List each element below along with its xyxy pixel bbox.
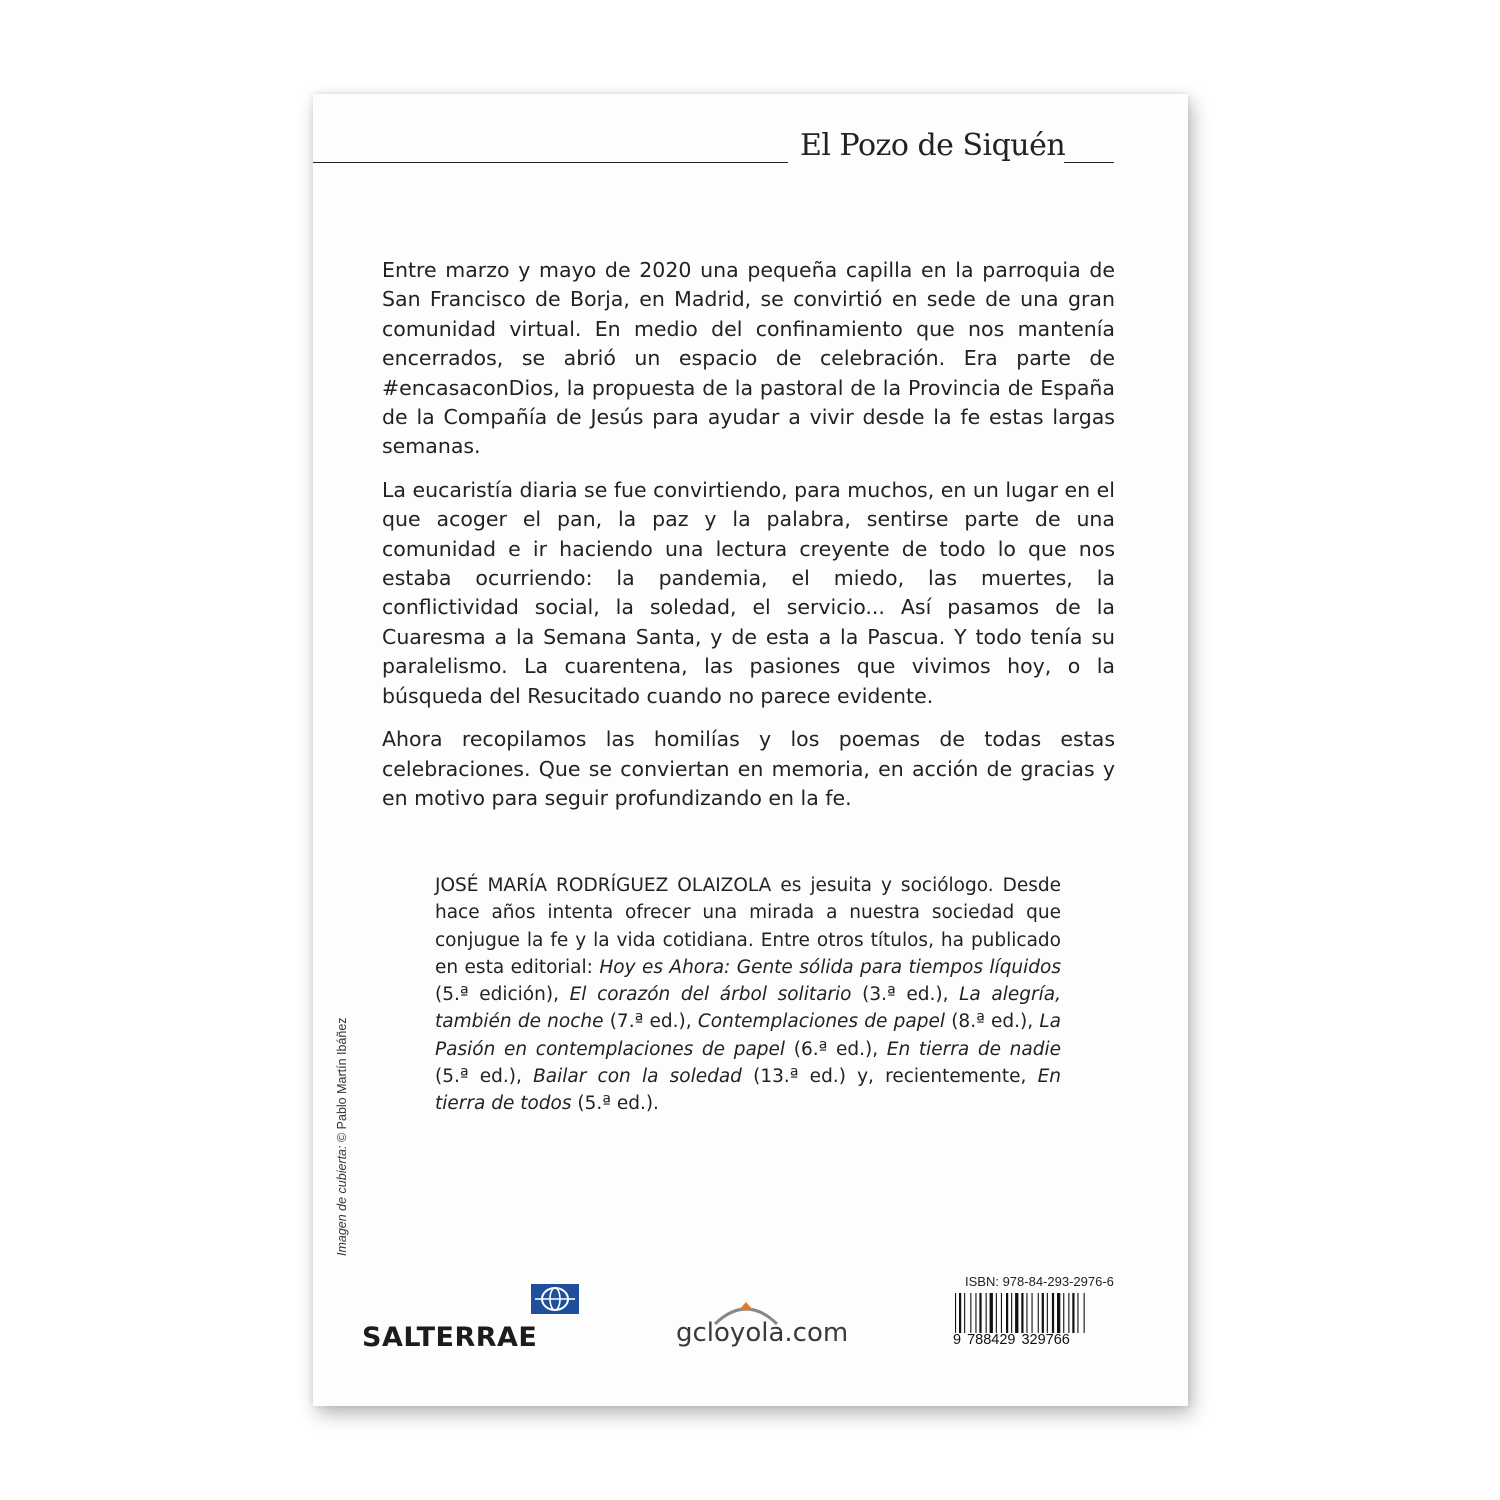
barcode-bar: [955, 1293, 956, 1333]
barcode-digit-group: 788429: [967, 1332, 1016, 1348]
edition-note: (5.ª ed.).: [571, 1093, 659, 1115]
book-back-cover: [313, 94, 1188, 1406]
book-title: Bailar con la soledad: [533, 1066, 742, 1088]
back-cover-blurb: [382, 256, 1115, 827]
edition-note: (5.ª ed.),: [435, 1066, 534, 1088]
blurb-paragraph: Entre marzo y mayo de 2020 una pequeña capilla en la parroquia de San Francisco de Borja, en Madrid, se convirtió en sede de una gran comunidad virtual. En medio del confinamiento que nos mantenía encerrados, se abrió un espacio de celebración. Era parte de #encasaconDios, la propuesta de la pastoral de la Provincia de España de la Compañía de Jesús para ayudar a vivir desde la fe estas largas semanas.: [382, 258, 1115, 459]
globe-icon: [531, 1284, 579, 1314]
series-title: El Pozo de Siquén: [800, 128, 1066, 163]
edition-note: (5.ª edición),: [435, 984, 570, 1006]
series-rule: [1064, 162, 1114, 163]
author-name: JOSÉ MARÍA RODRÍGUEZ OLAIZOLA: [435, 875, 772, 896]
barcode-bar: [979, 1293, 981, 1333]
edition-note: (3.ª ed.),: [851, 984, 960, 1006]
barcode-bar: [990, 1293, 993, 1333]
edition-note: (13.ª ed.) y, recientemente,: [741, 1066, 1038, 1088]
barcode-digit-group: 329766: [1021, 1332, 1070, 1348]
book-title: Hoy es Ahora: Gente sólida para tiempos líquidos: [599, 956, 1061, 978]
barcode-bar: [1001, 1293, 1002, 1333]
publisher-website: gcloyola.com: [676, 1318, 849, 1348]
book-title: En tierra de todos: [435, 1066, 1062, 1115]
book-title: Contemplaciones de papel: [697, 1011, 945, 1033]
isbn-label: ISBN: 978-84-293-2976-6: [965, 1274, 1114, 1289]
barcode-bar: [1063, 1293, 1064, 1333]
blurb-paragraph: La eucaristía diaria se fue convirtiendo, para muchos, en un lugar en el que acoger el pan, la paz y la palabra, sentirse parte de una comunidad e ir haciendo una lectura creyente de todo lo que nos estaba ocurriendo: la pandemia, el miedo, las muertes, la conflictividad social, la soledad, el servicio... Así pasamos de la Cuaresma a la Semana Santa, y de esta a la Pascua. Y todo tenía su paralelismo. La cuarentena, las pasiones que vivimos hoy, o la búsqueda del Resucitado cuando no parece evidente.: [382, 477, 1115, 708]
barcode-bar: [1047, 1293, 1048, 1333]
barcode-digits: [953, 1332, 1103, 1348]
bio-text: es jesuita y sociólogo. Desde hace años intenta ofrecer una mirada a nuestra sociedad que conjugue la fe y la vida cotidiana. Entre otros títulos, ha publicado en esta editorial:: [435, 875, 1061, 978]
barcode-bar: [1052, 1293, 1054, 1333]
book-title: En tierra de nadie: [886, 1038, 1061, 1060]
barcode-bar: [1072, 1293, 1074, 1333]
barcode-bar: [975, 1293, 976, 1333]
edition-note: (7.ª ed.),: [603, 1011, 698, 1033]
barcode-bar: [1015, 1293, 1018, 1333]
credit-label: Imagen de cubierta:: [335, 1145, 349, 1256]
barcode-bar: [1032, 1293, 1033, 1333]
cover-image-credit: [335, 1017, 349, 1256]
barcode-bar: [1026, 1293, 1027, 1333]
barcode-bar: [1042, 1293, 1044, 1333]
barcode-bar: [1084, 1293, 1085, 1333]
barcode-bar: [986, 1293, 987, 1333]
book-title: La Pasión en contemplaciones de papel: [435, 1011, 1061, 1060]
barcode-bar: [959, 1293, 961, 1333]
barcode-bar: [996, 1293, 997, 1333]
blurb-paragraph: Ahora recopilamos las homilías y los poemas de todas estas celebraciones. Que se conviertan en memoria, en acción de gracias y en motivo para seguir profundizando en la fe.: [382, 727, 1115, 810]
barcode: [953, 1293, 1103, 1333]
book-title: El corazón del árbol solitario: [569, 984, 852, 1006]
barcode-bar: [1057, 1293, 1060, 1333]
barcode-bar: [970, 1293, 971, 1333]
publisher-logo-salterrae: SALTERRAE: [362, 1322, 538, 1353]
barcode-bar: [1021, 1293, 1023, 1333]
barcode-bar: [1006, 1293, 1008, 1333]
series-rule: [313, 162, 788, 163]
book-title: La alegría, también de noche: [435, 984, 1061, 1033]
barcode-bar: [1011, 1293, 1012, 1333]
barcode-bar: [964, 1293, 965, 1333]
barcode-bar: [1038, 1293, 1039, 1333]
edition-note: (8.ª ed.),: [944, 1011, 1040, 1033]
barcode-digit-group: 9: [953, 1332, 962, 1348]
barcode-bar: [1077, 1293, 1078, 1333]
credit-value: © Pablo Martín Ibáñez: [335, 1017, 349, 1146]
barcode-bar: [1068, 1293, 1069, 1333]
author-bio: [435, 872, 1061, 1118]
edition-note: (6.ª ed.),: [785, 1038, 887, 1060]
